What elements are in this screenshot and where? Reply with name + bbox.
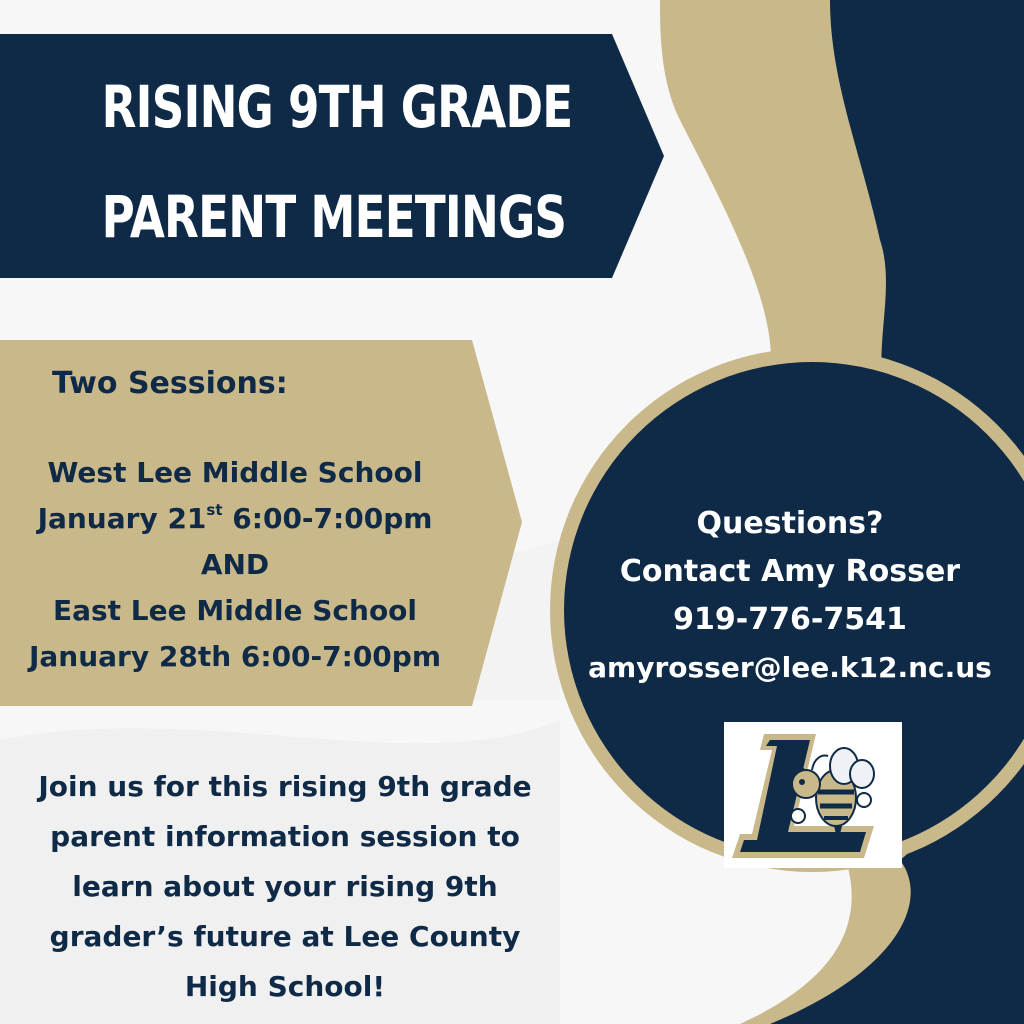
page-title [101, 52, 573, 272]
west-session-date [0, 496, 470, 542]
sessions-heading: Two Sessions: [52, 366, 288, 401]
invitation-text [10, 762, 560, 1012]
title-line-1: RISING 9TH GRADE [101, 73, 573, 141]
school-logo [724, 722, 902, 868]
invite-line-2: parent information session to [50, 820, 520, 853]
west-date-suffix: st [206, 501, 223, 519]
invite-line-4: grader’s future at Lee County [49, 920, 521, 953]
contact-info [560, 500, 1020, 692]
east-session-date: January 28th 6:00-7:00pm [28, 640, 442, 673]
and-separator: AND [200, 548, 270, 581]
questions-label: Questions? [696, 506, 884, 541]
invite-line-1: Join us for this rising 9th grade [38, 770, 532, 803]
invite-line-5: High School! [184, 970, 386, 1003]
west-date-prefix: January 21 [37, 502, 207, 535]
contact-name: Contact Amy Rosser [619, 554, 961, 589]
west-time: 6:00-7:00pm [222, 502, 433, 535]
invite-line-3: learn about your rising 9th [72, 870, 498, 903]
title-line-2: PARENT MEETINGS [101, 183, 567, 251]
contact-email[interactable]: amyrosser@lee.k12.nc.us [588, 651, 992, 684]
yellow-jacket-L-logo-icon [724, 722, 902, 868]
west-school-name: West Lee Middle School [47, 456, 423, 489]
sessions-list [0, 450, 470, 680]
contact-phone[interactable]: 919-776-7541 [673, 602, 907, 637]
east-school-name: East Lee Middle School [52, 594, 418, 627]
